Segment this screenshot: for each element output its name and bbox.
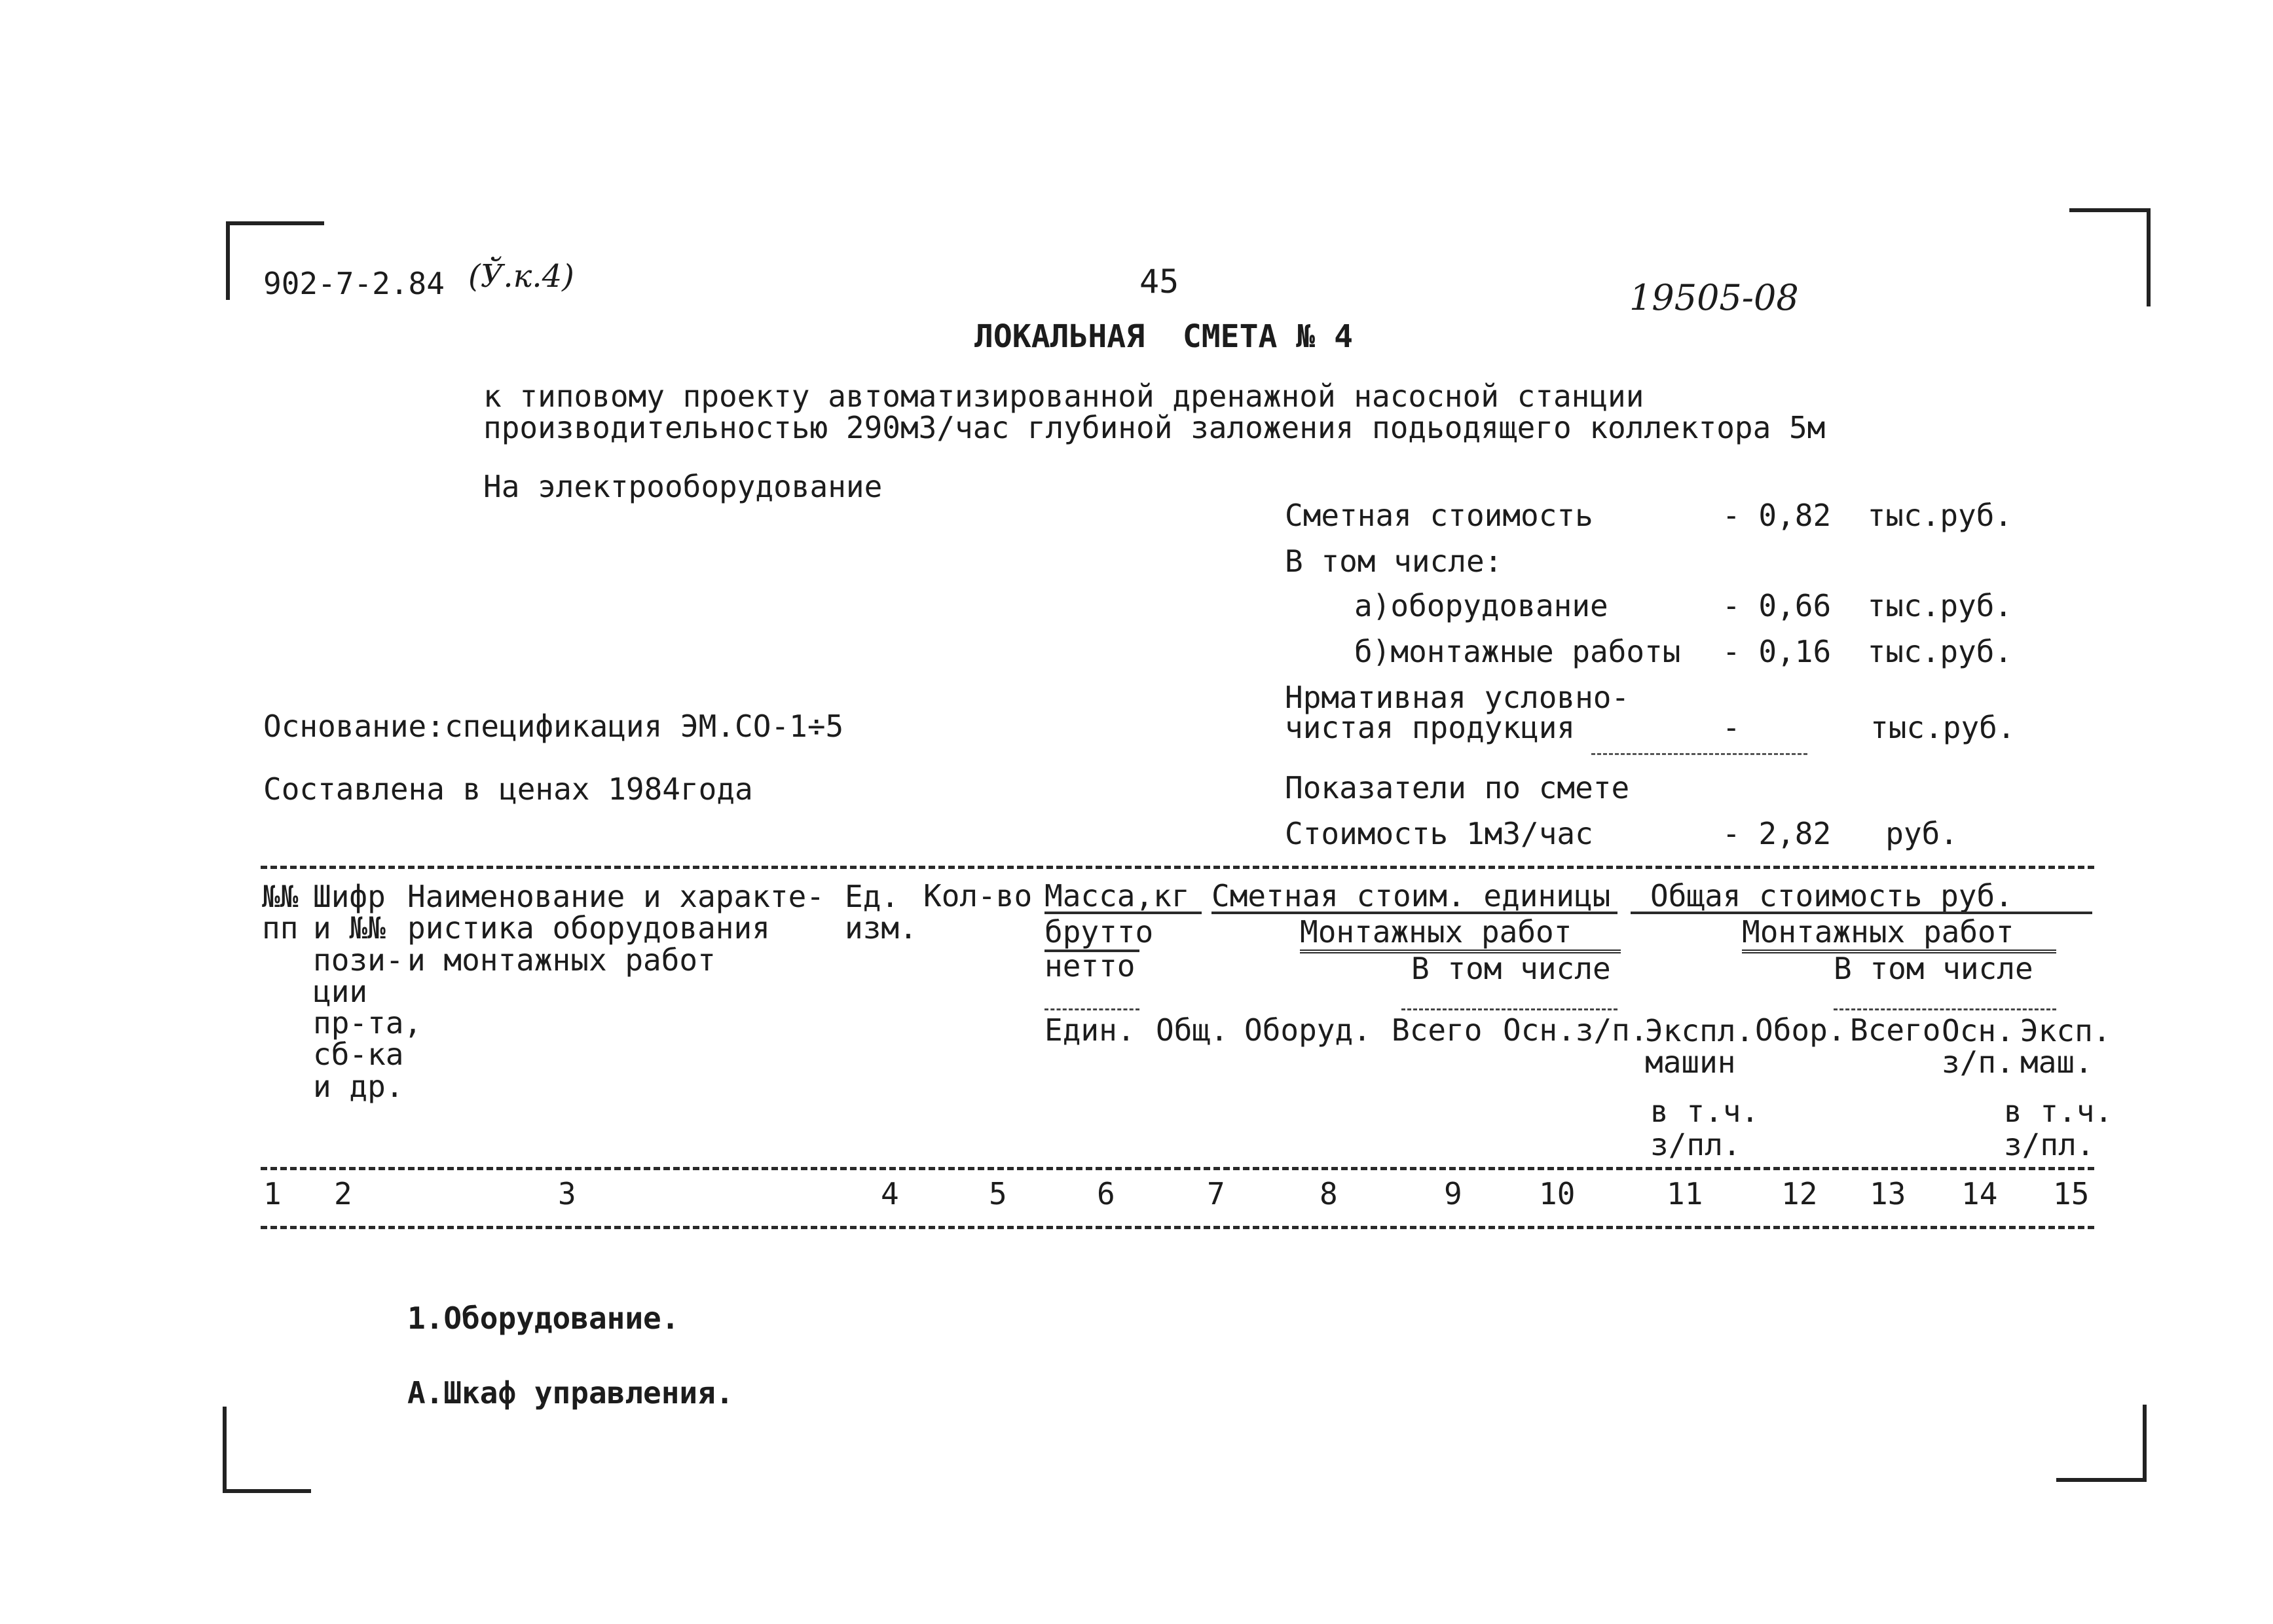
column-number: 9 bbox=[1444, 1176, 1462, 1211]
column-number: 10 bbox=[1539, 1176, 1576, 1211]
mass-unit: Един. bbox=[1044, 1012, 1136, 1048]
unit-install-header: Монтажных работ bbox=[1300, 914, 1572, 950]
including-label: В том числе: bbox=[1285, 544, 1503, 579]
subtitle-line-2: производительностью 290м3/час глубиной заложения подьодящего коллектора 5м bbox=[483, 410, 1826, 445]
total-cost-header: Общая стоимость руб. bbox=[1650, 878, 2013, 913]
section-heading: 1.Оборудование. bbox=[407, 1301, 680, 1336]
column-number: 2 bbox=[334, 1176, 352, 1211]
column-number: 3 bbox=[558, 1176, 576, 1211]
unit-cost-header: Сметная стоим. единицы bbox=[1211, 878, 1611, 913]
estimate-scope: На электрооборудование bbox=[483, 469, 883, 504]
total-equipment: Обор. bbox=[1755, 1012, 1846, 1048]
unit-cost-value: - 2,82 руб. bbox=[1722, 816, 1959, 851]
column-number: 5 bbox=[989, 1176, 1007, 1211]
corner-mark-br-h bbox=[2056, 1478, 2147, 1482]
column-number: 4 bbox=[881, 1176, 899, 1211]
col-name: Наименование и характе- ристика оборудования и монтажных работ bbox=[407, 879, 824, 978]
column-number: 14 bbox=[1961, 1176, 1998, 1211]
total-install-header: Монтажных работ bbox=[1742, 914, 2014, 950]
prices: Составлена в ценах 1984года bbox=[263, 771, 753, 807]
archive-stamp: 19505-08 bbox=[1629, 277, 1799, 318]
corner-mark-tr-h bbox=[2069, 208, 2151, 212]
mass-net: нетто bbox=[1044, 948, 1136, 984]
corner-mark-tl-h bbox=[226, 221, 324, 225]
indicators-label: Показатели по смете bbox=[1285, 770, 1630, 805]
unit-total: Всего bbox=[1392, 1012, 1483, 1048]
install-label: б)монтажные работы bbox=[1354, 634, 1681, 669]
column-number: 12 bbox=[1781, 1176, 1818, 1211]
subsection-heading: А.Шкаф управления. bbox=[407, 1375, 734, 1411]
basis: Основание:спецификация ЭМ.СО-1÷5 bbox=[263, 709, 844, 744]
col-quantity: Кол-во bbox=[923, 878, 1033, 913]
total-total: Всего bbox=[1850, 1012, 1941, 1048]
column-number: 8 bbox=[1320, 1176, 1338, 1211]
doc-note: (Ў.к.4) bbox=[468, 258, 574, 295]
mass-header: Масса,кг bbox=[1044, 878, 1190, 913]
normative-underline bbox=[1591, 753, 1807, 755]
total-wage: Осн. з/п. bbox=[1942, 1013, 2014, 1080]
install-value: - 0,16 тыс.руб. bbox=[1722, 634, 2013, 669]
unit-incl-underline bbox=[1401, 1008, 1617, 1010]
corner-mark-br-v bbox=[2143, 1405, 2147, 1482]
unit-equipment: Оборуд. bbox=[1244, 1012, 1371, 1048]
column-number: 15 bbox=[2053, 1176, 2090, 1211]
subtitle-line-1: к типовому проекту автоматизированной дренажной насосной станции bbox=[483, 378, 1644, 414]
corner-mark-bl-h bbox=[223, 1489, 311, 1493]
cost-value: - 0,82 тыс.руб. bbox=[1722, 498, 2013, 533]
column-numbers-bottom-rule bbox=[261, 1226, 2094, 1229]
equipment-label: а)оборудование bbox=[1354, 588, 1608, 623]
cost-label: Сметная стоимость bbox=[1285, 498, 1593, 533]
col-code: Шифр и №№ пози- ции пр-та, сб-ка и др. bbox=[313, 879, 422, 1104]
col-row-number: №№ пп bbox=[262, 879, 299, 946]
doc-code: 902-7-2.84 bbox=[263, 266, 445, 301]
corner-mark-tr-v bbox=[2147, 208, 2151, 306]
normative-label-2: чистая продукция bbox=[1285, 710, 1576, 745]
total-machines-wage: в т.ч. з/пл. bbox=[2004, 1094, 2113, 1162]
column-numbers-top-rule bbox=[261, 1167, 2094, 1170]
column-number: 13 bbox=[1870, 1176, 1906, 1211]
column-number: 7 bbox=[1207, 1176, 1225, 1211]
equipment-value: - 0,66 тыс.руб. bbox=[1722, 588, 2013, 623]
unit-incl-header: В том числе bbox=[1411, 951, 1611, 986]
page-number: 45 bbox=[1139, 263, 1179, 301]
column-number: 11 bbox=[1667, 1176, 1703, 1211]
table-top-rule bbox=[261, 866, 2094, 869]
total-incl-underline bbox=[1834, 1008, 2056, 1010]
document-title: ЛОКАЛЬНАЯ СМЕТА № 4 bbox=[974, 318, 1353, 355]
total-incl-header: В том числе bbox=[1834, 951, 2033, 986]
normative-value: - bbox=[1722, 710, 1741, 745]
corner-mark-bl-v bbox=[223, 1407, 227, 1493]
column-number: 1 bbox=[263, 1176, 282, 1211]
corner-mark-tl-v bbox=[226, 221, 230, 300]
column-number: 6 bbox=[1097, 1176, 1115, 1211]
unit-cost-label: Стоимость 1м3/час bbox=[1285, 816, 1593, 851]
col-unit: Ед. изм. bbox=[845, 879, 917, 946]
mass-net-underline bbox=[1044, 1008, 1139, 1010]
normative-label-1: Нрмативная условно- bbox=[1285, 680, 1630, 715]
total-machines: Эксп. маш. bbox=[2020, 1013, 2111, 1080]
unit-machines-wage: в т.ч. з/пл. bbox=[1650, 1094, 1760, 1162]
unit-wage: Осн.з/п. bbox=[1503, 1012, 1648, 1048]
mass-net-strike bbox=[1044, 950, 1139, 952]
mass-gross: брутто bbox=[1044, 914, 1154, 950]
normative-unit: тыс.руб. bbox=[1870, 710, 2016, 745]
mass-total: Общ. bbox=[1156, 1012, 1229, 1048]
unit-machines: Экспл. машин bbox=[1645, 1013, 1754, 1080]
